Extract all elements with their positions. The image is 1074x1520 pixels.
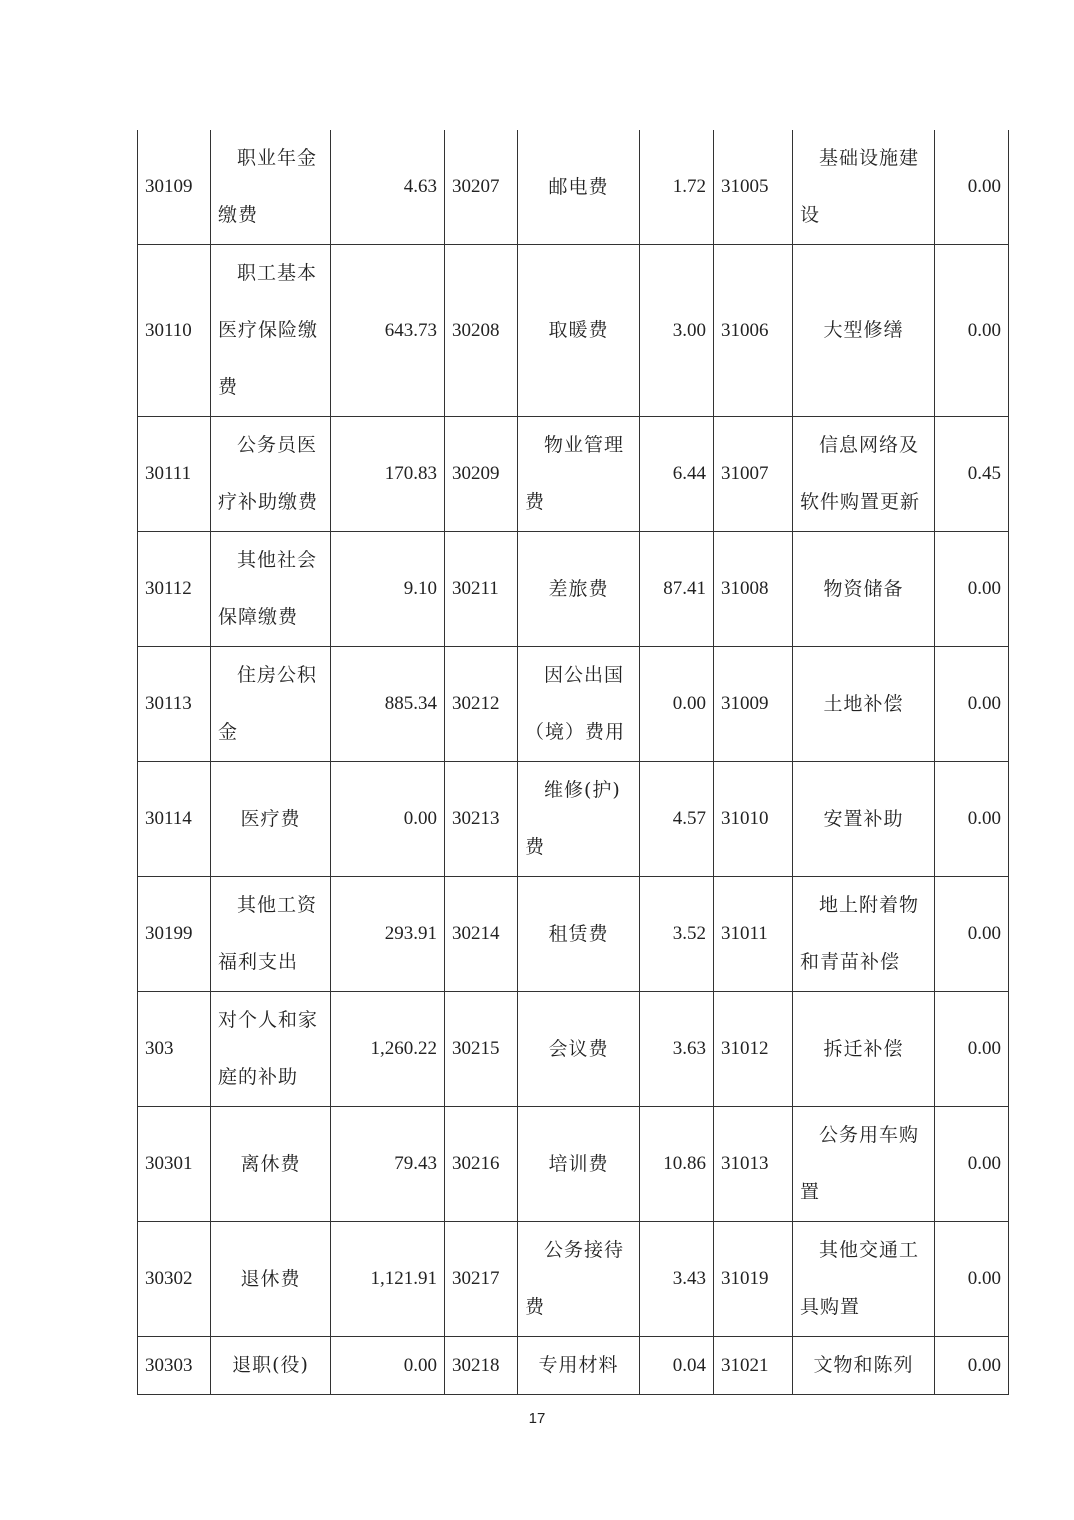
item-amount: 4.63 <box>331 130 445 245</box>
item-code: 30301 <box>138 1107 211 1222</box>
item-name: 基础设施建设 <box>793 130 935 245</box>
item-amount: 0.00 <box>935 647 1009 762</box>
item-code: 31010 <box>714 762 793 877</box>
item-amount: 0.00 <box>935 1222 1009 1337</box>
table-row <box>138 1107 1009 1222</box>
item-name: 其他交通工具购置 <box>793 1222 935 1337</box>
item-name: 物业管理费 <box>518 417 640 532</box>
item-name: 培训费 <box>518 1107 640 1222</box>
budget-table <box>137 130 1009 1395</box>
item-code: 30111 <box>138 417 211 532</box>
item-amount: 0.04 <box>640 1337 714 1395</box>
item-amount: 79.43 <box>331 1107 445 1222</box>
item-code: 30109 <box>138 130 211 245</box>
item-code: 31007 <box>714 417 793 532</box>
item-name: 信息网络及软件购置更新 <box>793 417 935 532</box>
item-code: 30209 <box>445 417 518 532</box>
item-amount: 3.43 <box>640 1222 714 1337</box>
item-name: 差旅费 <box>518 532 640 647</box>
item-name: 土地补偿 <box>793 647 935 762</box>
item-code: 31006 <box>714 245 793 417</box>
item-code: 30110 <box>138 245 211 417</box>
item-code: 30208 <box>445 245 518 417</box>
item-name: 职业年金缴费 <box>211 130 331 245</box>
item-name: 物资储备 <box>793 532 935 647</box>
item-amount: 10.86 <box>640 1107 714 1222</box>
item-code: 30207 <box>445 130 518 245</box>
item-code: 30303 <box>138 1337 211 1395</box>
table-row <box>138 130 1009 245</box>
item-name: 邮电费 <box>518 130 640 245</box>
item-name: 取暖费 <box>518 245 640 417</box>
item-amount: 0.45 <box>935 417 1009 532</box>
item-code: 31009 <box>714 647 793 762</box>
item-name: 公务用车购置 <box>793 1107 935 1222</box>
table-row <box>138 992 1009 1107</box>
item-amount: 6.44 <box>640 417 714 532</box>
item-amount: 1,121.91 <box>331 1222 445 1337</box>
table-row <box>138 1337 1009 1395</box>
table-row <box>138 762 1009 877</box>
table-row <box>138 1222 1009 1337</box>
item-code: 30213 <box>445 762 518 877</box>
item-name: 文物和陈列 <box>793 1337 935 1395</box>
table-row <box>138 877 1009 992</box>
item-code: 31013 <box>714 1107 793 1222</box>
item-amount: 0.00 <box>935 130 1009 245</box>
item-name: 对个人和家庭的补助 <box>211 992 331 1107</box>
item-name: 公务接待费 <box>518 1222 640 1337</box>
item-amount: 4.57 <box>640 762 714 877</box>
item-amount: 1,260.22 <box>331 992 445 1107</box>
item-code: 31021 <box>714 1337 793 1395</box>
item-amount: 0.00 <box>935 992 1009 1107</box>
item-amount: 0.00 <box>935 245 1009 417</box>
item-code: 30211 <box>445 532 518 647</box>
item-name: 地上附着物和青苗补偿 <box>793 877 935 992</box>
item-name: 住房公积金 <box>211 647 331 762</box>
item-code: 30113 <box>138 647 211 762</box>
item-name: 退休费 <box>211 1222 331 1337</box>
item-code: 31019 <box>714 1222 793 1337</box>
table-row <box>138 532 1009 647</box>
item-name: 公务员医疗补助缴费 <box>211 417 331 532</box>
item-amount: 0.00 <box>640 647 714 762</box>
item-code: 31008 <box>714 532 793 647</box>
item-name: 拆迁补偿 <box>793 992 935 1107</box>
item-name: 专用材料 <box>518 1337 640 1395</box>
item-name: 安置补助 <box>793 762 935 877</box>
item-name: 维修(护)费 <box>518 762 640 877</box>
item-code: 30199 <box>138 877 211 992</box>
item-name: 医疗费 <box>211 762 331 877</box>
table-row <box>138 417 1009 532</box>
item-name: 其他工资福利支出 <box>211 877 331 992</box>
item-amount: 0.00 <box>331 1337 445 1395</box>
item-amount: 0.00 <box>935 762 1009 877</box>
item-amount: 0.00 <box>331 762 445 877</box>
item-amount: 643.73 <box>331 245 445 417</box>
item-code: 30218 <box>445 1337 518 1395</box>
item-name: 会议费 <box>518 992 640 1107</box>
item-amount: 0.00 <box>935 532 1009 647</box>
item-code: 30215 <box>445 992 518 1107</box>
item-code: 30212 <box>445 647 518 762</box>
item-name: 退职(役) <box>211 1337 331 1395</box>
item-amount: 0.00 <box>935 1337 1009 1395</box>
item-amount: 87.41 <box>640 532 714 647</box>
item-amount: 0.00 <box>935 877 1009 992</box>
table-row <box>138 245 1009 417</box>
item-code: 31005 <box>714 130 793 245</box>
page-number: 17 <box>528 1410 546 1427</box>
item-amount: 3.00 <box>640 245 714 417</box>
item-name: 其他社会保障缴费 <box>211 532 331 647</box>
item-amount: 885.34 <box>331 647 445 762</box>
item-code: 30114 <box>138 762 211 877</box>
item-name: 离休费 <box>211 1107 331 1222</box>
item-code: 30112 <box>138 532 211 647</box>
item-code: 31011 <box>714 877 793 992</box>
item-name: 大型修缮 <box>793 245 935 417</box>
item-code: 30217 <box>445 1222 518 1337</box>
item-amount: 3.63 <box>640 992 714 1107</box>
item-code: 31012 <box>714 992 793 1107</box>
item-amount: 0.00 <box>935 1107 1009 1222</box>
item-name: 职工基本医疗保险缴费 <box>211 245 331 417</box>
item-amount: 170.83 <box>331 417 445 532</box>
item-amount: 9.10 <box>331 532 445 647</box>
item-amount: 293.91 <box>331 877 445 992</box>
item-name: 因公出国（境）费用 <box>518 647 640 762</box>
item-code: 303 <box>138 992 211 1107</box>
item-code: 30302 <box>138 1222 211 1337</box>
item-amount: 1.72 <box>640 130 714 245</box>
item-code: 30214 <box>445 877 518 992</box>
item-name: 租赁费 <box>518 877 640 992</box>
item-amount: 3.52 <box>640 877 714 992</box>
table-row <box>138 647 1009 762</box>
item-code: 30216 <box>445 1107 518 1222</box>
